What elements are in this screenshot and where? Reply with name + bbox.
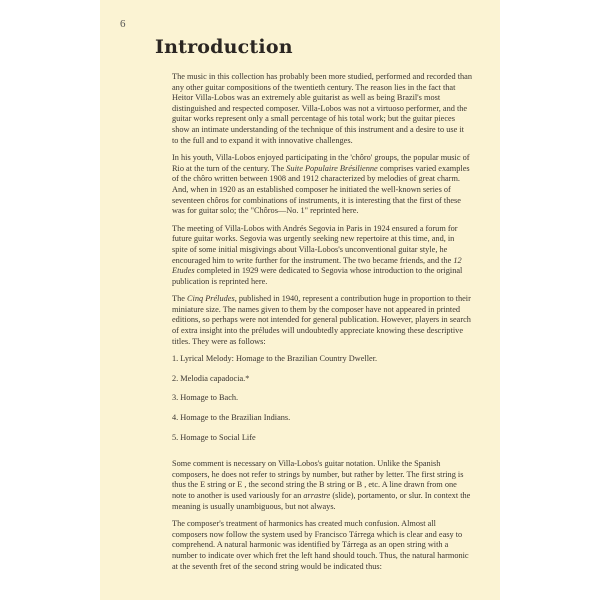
- paragraph-3: The meeting of Villa-Lobos with Andrés Segovia in Paris in 1924 ensured a forum for future guitar works. Segovia was urgently seeking new repertoire at this time, and, in spite of some initial misgivings about Villa-Lobos's unconventional guitar style, he encouraged him to write further for the instrument. The two became friends, and the 12 Etudes completed in 1929 were dedicated to Segovia whose introduction to the original publication is reprinted here.: [172, 223, 463, 286]
- list-item: 1. Lyrical Melody: Homage to the Brazilian Country Dweller.: [172, 354, 378, 364]
- paragraph-5: Some comment is necessary on Villa-Lobos's guitar notation. Unlike the Spanish composers, he does not refer to strings by number, but rather by letter. The first string is thus the E string or E , the second string the B string or B , etc. A line drawn from one note to another is used variously for an arrastre (slide), portamento, or slur. In context the meaning is usually unambiguous, but not always.: [172, 459, 471, 511]
- paragraph-4: The Cinq Préludes, published in 1940, represent a contribution huge in proportion to their miniature size. The names given to them by the composer have not appeared in printed editions, so perhaps were not intended for general publication. However, players in search of extra insight into the préludes will undoubtedly appreciate knowing these descriptive titles. They were as follows:: [172, 294, 471, 346]
- book-page: [100, 0, 500, 600]
- list-item: 4. Homage to the Brazilian Indians.: [172, 413, 291, 423]
- paragraph-2: In his youth, Villa-Lobos enjoyed participating in the 'chôro' groups, the popular music of Rio at the turn of the century. The Suite Populaire Brésilienne comprises varied examples of the chôro written between 1908 and 1912 characterized by melodies of great charm. And, when in 1920 as an established composer he initiated the well-known series of seventeen chôros for combinations of instruments, it is interesting that the first of these was for guitar solo; the "Chôros—No. 1" reprinted here.: [172, 153, 470, 216]
- list-item: 2. Melodia capadocia.*: [172, 373, 250, 383]
- paragraph-6: The composer's treatment of harmonics has created much confusion. Almost all composers now follow the system used by Francisco Tárrega which is clear and easy to comprehend. A natural harmonic was identified by Tárrega as an open string with a number to indicate over which fret the left hand should touch. Thus, the natural harmonic at the seventh fret of the second string would be indicated thus:: [172, 519, 469, 571]
- list-item: 3. Homage to Bach.: [172, 393, 239, 403]
- body-text: [172, 72, 472, 579]
- paragraph-1: The music in this collection has probably been more studied, performed and recorded than any other guitar compositions of the twentieth century. The reason lies in the fact that Heitor Villa-Lobos was an extremely able guitarist as well as being Brazil's most distinguished and respected composer. Villa-Lobos was not a virtuoso performer, and the guitar works represent only a small percentage of his total work; but the guitar pieces show an intimate understanding of the technique of this instrument and a desire to use it to the full and to expand it with innovative challenges.: [172, 72, 472, 145]
- arrastre-term: arrastre: [303, 491, 331, 500]
- page-title: Introduction: [155, 36, 293, 58]
- preludes-list: [172, 354, 472, 443]
- page-number: 6: [120, 18, 126, 30]
- list-item: 5. Homage to Social Life: [172, 432, 256, 442]
- suite-title: Suite Populaire Brésilienne: [286, 163, 378, 173]
- etudes-title: 12 Etudes: [172, 255, 462, 276]
- preludes-title: Cinq Préludes: [186, 294, 235, 304]
